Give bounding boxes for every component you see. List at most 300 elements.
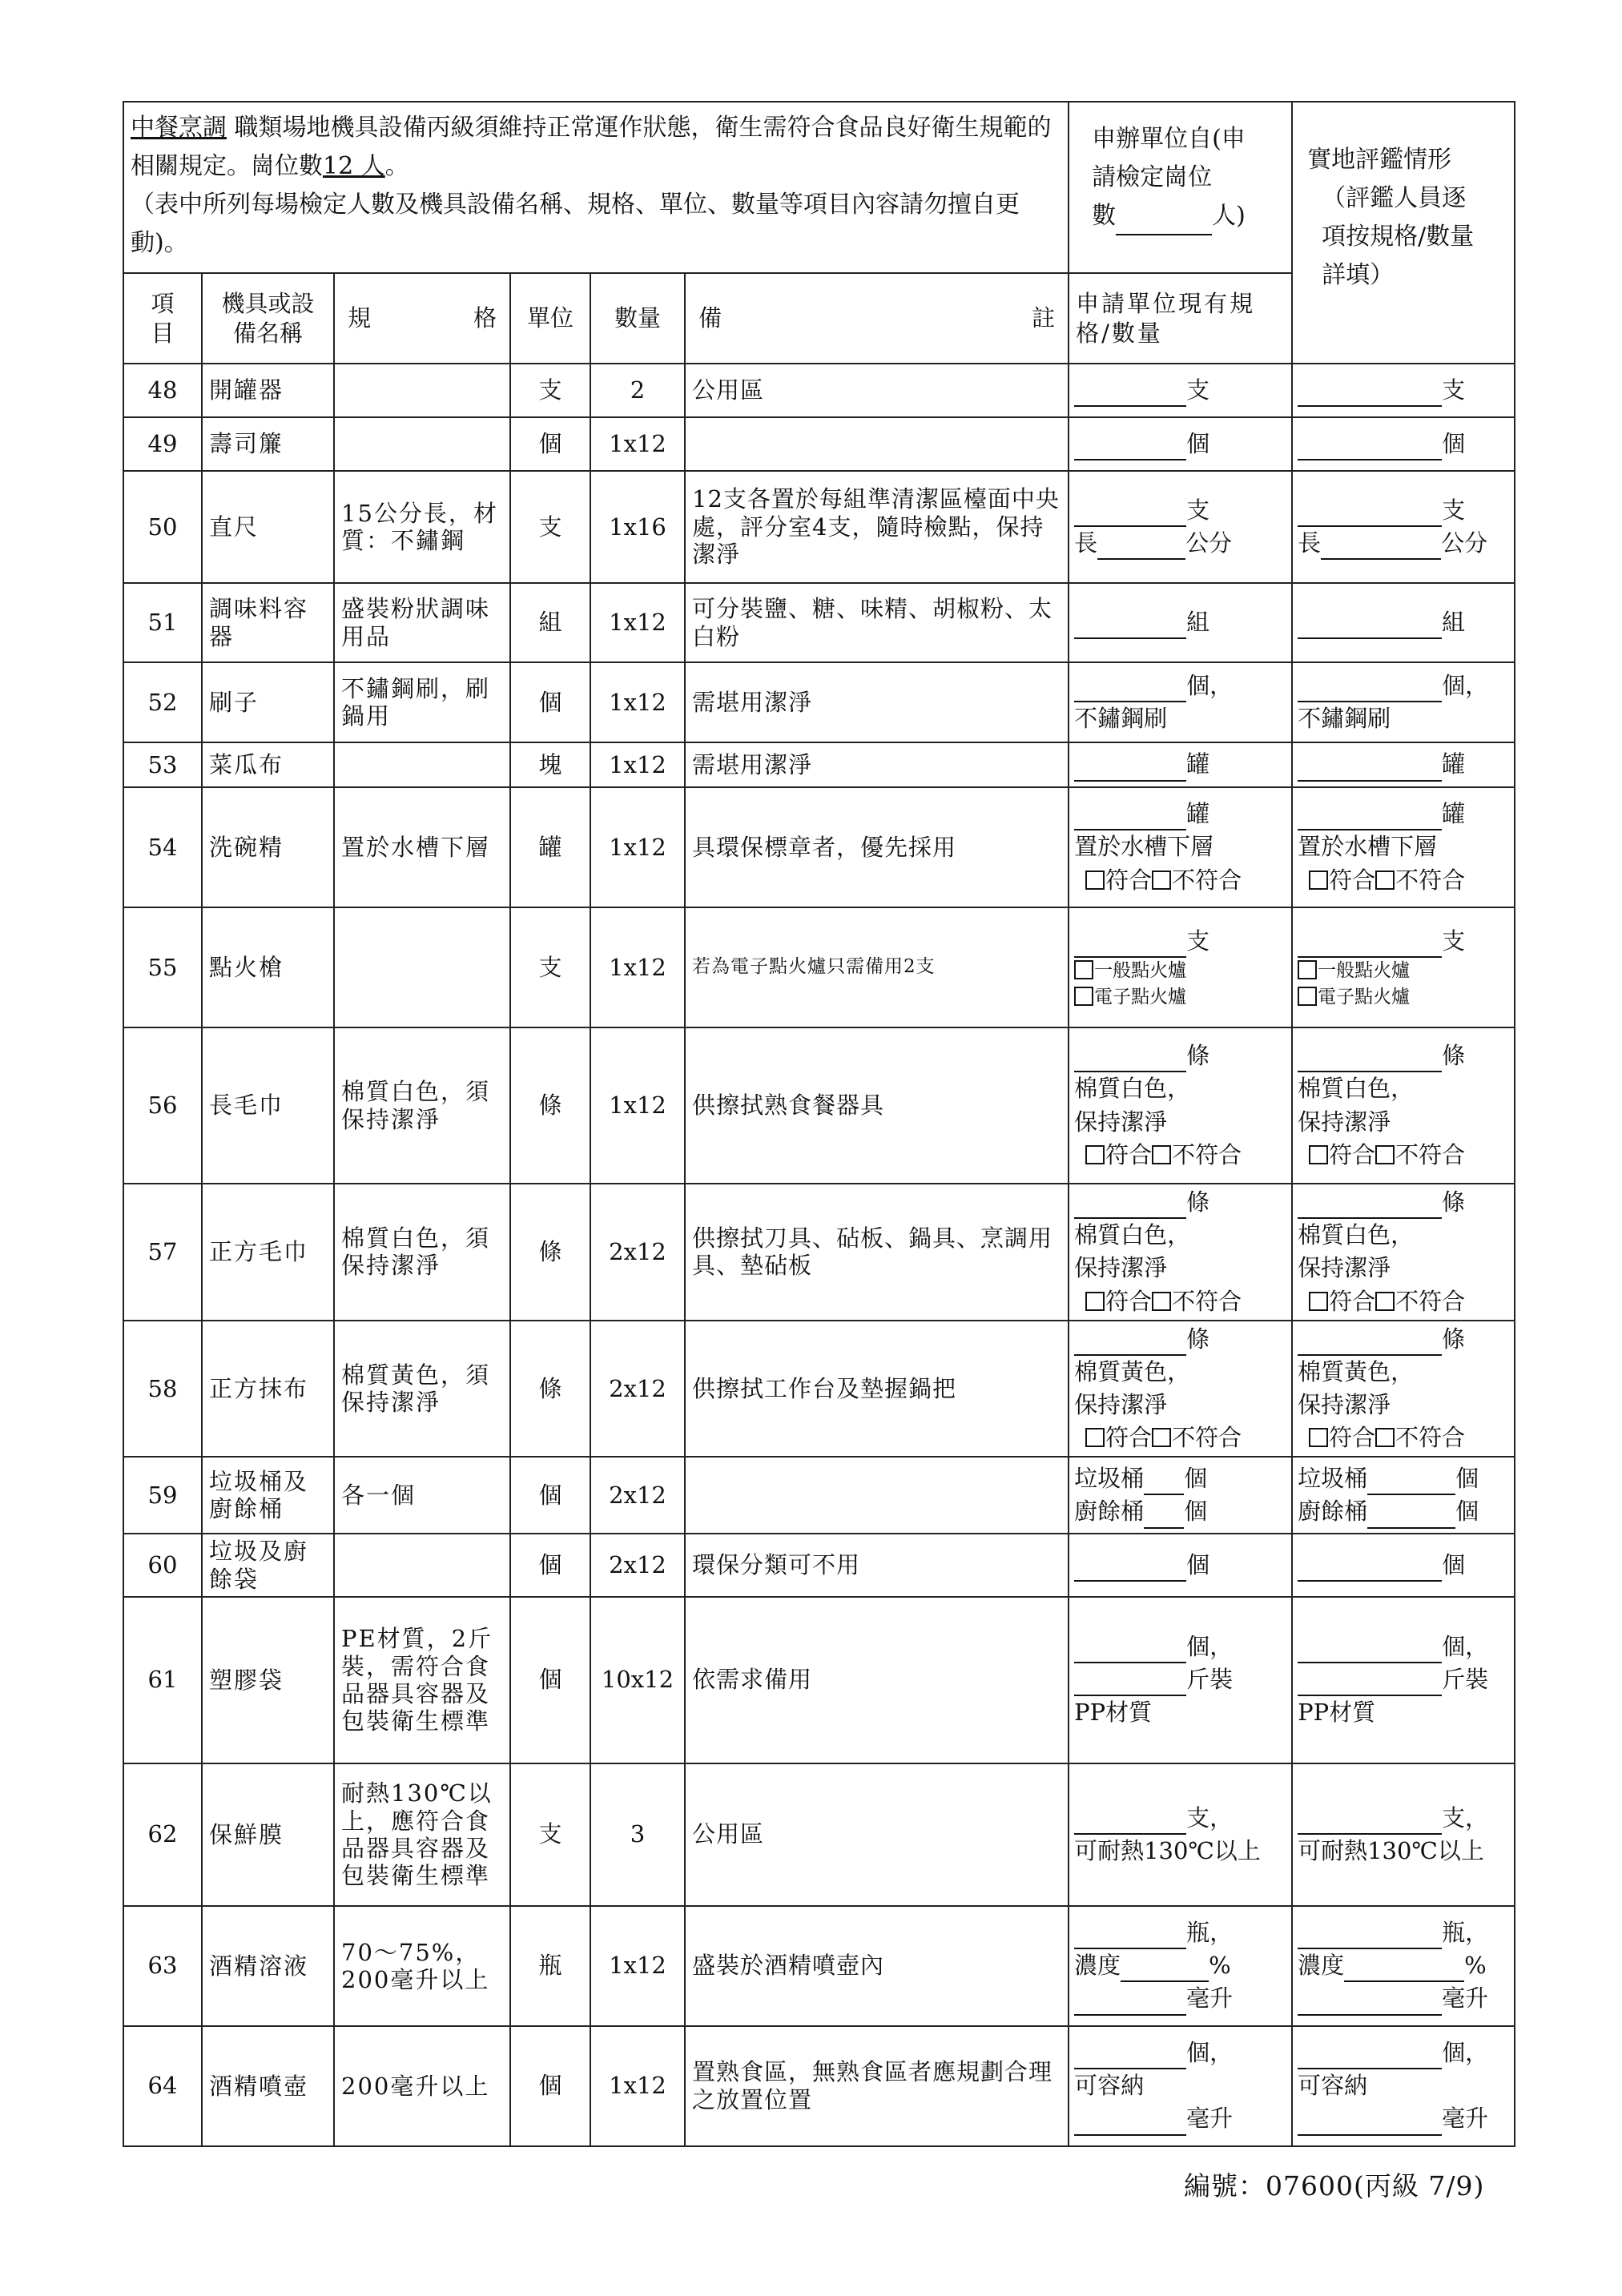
checkbox[interactable] xyxy=(1298,960,1317,979)
fill-blank[interactable] xyxy=(1298,1047,1442,1072)
fill-blank[interactable] xyxy=(1321,535,1441,560)
fill-line xyxy=(1298,1835,1511,1868)
current-spec-fill xyxy=(1069,1906,1292,2026)
checkbox-label: 符合 xyxy=(1105,1287,1153,1315)
fill-prefix: 保持潔淨 xyxy=(1298,1108,1391,1136)
fill-unit: 支， xyxy=(1442,1803,1489,1832)
checkbox[interactable] xyxy=(1085,1428,1105,1447)
fill-line xyxy=(1298,1039,1511,1072)
fill-line xyxy=(1298,1356,1511,1389)
fill-line xyxy=(1298,702,1511,735)
evaluation-fill xyxy=(1292,1534,1515,1596)
fill-prefix: 濃度 xyxy=(1298,1952,1345,1980)
table-row xyxy=(123,1321,1515,1458)
item-number: 57 xyxy=(123,1184,202,1321)
fill-line xyxy=(1298,1663,1511,1696)
checkbox[interactable] xyxy=(1375,1292,1395,1311)
current-spec-fill xyxy=(1069,1597,1292,1763)
table-row xyxy=(123,1457,1515,1534)
fill-line xyxy=(1298,428,1511,460)
item-number: 52 xyxy=(123,662,202,742)
fill-blank[interactable] xyxy=(1298,1557,1442,1582)
equipment-spec xyxy=(334,1534,510,1596)
fill-blank[interactable] xyxy=(1074,1639,1186,1663)
equipment-name: 刷子 xyxy=(202,662,334,742)
evaluation-fill xyxy=(1292,1321,1515,1458)
checkbox[interactable] xyxy=(1085,1145,1105,1164)
item-number: 62 xyxy=(123,1763,202,1906)
fill-line xyxy=(1298,1389,1511,1421)
eval-line2: （評鑑人員逐 xyxy=(1322,184,1467,212)
checkbox[interactable] xyxy=(1074,960,1093,979)
fill-unit: 個， xyxy=(1442,1633,1489,1661)
checkbox[interactable] xyxy=(1309,1292,1328,1311)
fill-blank[interactable] xyxy=(1298,1331,1442,1356)
checkbox-label: 不符合 xyxy=(1172,1424,1242,1452)
fill-unit: 條 xyxy=(1186,1325,1210,1353)
equipment-unit: 罐 xyxy=(510,787,590,907)
equipment-spec: 置於水槽下層 xyxy=(334,787,510,907)
equipment-name: 調味料容器 xyxy=(202,583,334,662)
fill-unit: 組 xyxy=(1442,608,1466,636)
equipment-unit: 條 xyxy=(510,1027,590,1184)
fill-blank[interactable] xyxy=(1298,1810,1442,1835)
fill-blank[interactable] xyxy=(1298,757,1442,782)
fill-line xyxy=(1298,494,1511,527)
fill-prefix: 不鏽鋼刷 xyxy=(1298,705,1391,732)
table-row xyxy=(123,2026,1515,2146)
evaluation-fill xyxy=(1292,787,1515,907)
equipment-note xyxy=(685,417,1069,471)
fill-prefix: 棉質白色， xyxy=(1298,1221,1415,1249)
table-row xyxy=(123,583,1515,662)
fill-line xyxy=(1074,669,1288,702)
fill-line xyxy=(1074,1421,1288,1454)
fill-unit: 公分 xyxy=(1185,529,1233,557)
equipment-spec: 不鏽鋼刷，刷鍋用 xyxy=(334,662,510,742)
equipment-unit: 個 xyxy=(510,1534,590,1596)
fill-blank[interactable] xyxy=(1298,806,1442,830)
equipment-qty: 1x12 xyxy=(590,907,685,1027)
fill-prefix: PP材質 xyxy=(1074,1699,1153,1727)
trade-name: 中餐烹調 xyxy=(131,114,227,142)
fill-prefix: 棉質白色， xyxy=(1074,1221,1191,1249)
fill-unit: 公分 xyxy=(1441,529,1488,557)
equipment-name: 正方毛巾 xyxy=(202,1184,334,1321)
fill-blank[interactable] xyxy=(1298,382,1442,407)
fill-unit: % xyxy=(1464,1952,1487,1980)
fill-line xyxy=(1298,669,1511,702)
fill-line xyxy=(1074,1916,1288,1949)
current-spec-fill xyxy=(1069,787,1292,907)
fill-prefix: 棉質黃色， xyxy=(1298,1357,1415,1385)
fill-blank[interactable] xyxy=(1074,1924,1186,1949)
equipment-qty: 10x12 xyxy=(590,1597,685,1763)
fill-line xyxy=(1074,864,1288,897)
current-spec-fill xyxy=(1069,1321,1292,1458)
fill-line xyxy=(1298,1462,1511,1495)
fill-blank[interactable] xyxy=(1298,1991,1442,2016)
fill-prefix: 廚餘桶 xyxy=(1298,1498,1368,1526)
fill-blank[interactable] xyxy=(1074,757,1186,782)
fill-blank[interactable] xyxy=(1298,1924,1442,1949)
checkbox[interactable] xyxy=(1309,1145,1328,1164)
fill-blank[interactable] xyxy=(1074,1557,1186,1582)
fill-blank[interactable] xyxy=(1074,1331,1186,1356)
item-number: 64 xyxy=(123,2026,202,2146)
checkbox[interactable] xyxy=(1298,987,1317,1006)
fill-line xyxy=(1074,2069,1288,2102)
fill-prefix: 可容納 xyxy=(1074,2072,1145,2100)
fill-line xyxy=(1074,374,1288,407)
col-unit: 單位 xyxy=(510,273,590,364)
equipment-spec: 棉質黃色，須保持潔淨 xyxy=(334,1321,510,1458)
col-current: 申請單位現有規格/數量 xyxy=(1069,273,1292,364)
equipment-name: 酒精噴壺 xyxy=(202,2026,334,2146)
fill-line xyxy=(1074,1219,1288,1252)
fill-prefix: 棉質白色， xyxy=(1074,1075,1191,1103)
fill-blank[interactable] xyxy=(1074,2045,1186,2069)
fill-unit: 條 xyxy=(1442,1325,1466,1353)
fill-line xyxy=(1074,1356,1288,1389)
checkbox[interactable] xyxy=(1085,871,1105,890)
fill-unit: 罐 xyxy=(1186,750,1210,778)
equipment-unit: 條 xyxy=(510,1184,590,1321)
fill-line xyxy=(1074,1389,1288,1421)
equipment-note: 置熟食區，無熟食區者應規劃合理之放置位置 xyxy=(685,2026,1069,2146)
fill-unit: 個， xyxy=(1186,2039,1234,2067)
fill-line xyxy=(1298,1631,1511,1663)
fill-blank[interactable] xyxy=(1367,1504,1455,1529)
fill-unit: 斤裝 xyxy=(1186,1666,1234,1694)
equipment-note: 公用區 xyxy=(685,364,1069,417)
fill-blank[interactable] xyxy=(1144,1504,1184,1529)
fill-line xyxy=(1298,748,1511,781)
col-name: 機具或設 備名稱 xyxy=(202,273,334,364)
fill-line xyxy=(1074,1139,1288,1172)
checkbox-label: 符合 xyxy=(1329,866,1376,894)
fill-blank[interactable] xyxy=(1298,933,1442,958)
equipment-qty: 3 xyxy=(590,1763,685,1906)
fill-unit: % xyxy=(1209,1952,1231,1980)
equipment-qty: 2x12 xyxy=(590,1184,685,1321)
fill-line xyxy=(1298,1252,1511,1285)
fill-unit: 罐 xyxy=(1442,750,1466,778)
evaluation-fill xyxy=(1292,662,1515,742)
fill-blank[interactable] xyxy=(1074,678,1186,702)
current-spec-fill xyxy=(1069,583,1292,662)
equipment-spec: 15公分長，材質：不鏽鋼 xyxy=(334,471,510,583)
checkbox[interactable] xyxy=(1375,1428,1395,1447)
equipment-name: 洗碗精 xyxy=(202,787,334,907)
fill-prefix: 濃度 xyxy=(1074,1952,1121,1980)
item-number: 54 xyxy=(123,787,202,907)
current-spec-fill xyxy=(1069,1763,1292,1906)
fill-prefix: 保持潔淨 xyxy=(1298,1254,1391,1282)
equipment-qty: 2x12 xyxy=(590,1534,685,1596)
evaluation-fill xyxy=(1292,1184,1515,1321)
evaluation-fill xyxy=(1292,1457,1515,1534)
fill-unit: 支 xyxy=(1442,927,1466,955)
fill-prefix: 置於水槽下層 xyxy=(1074,833,1214,861)
equipment-name: 塑膠袋 xyxy=(202,1597,334,1763)
fill-prefix: 保持潔淨 xyxy=(1074,1254,1168,1282)
equipment-spec: 盛裝粉狀調味用品 xyxy=(334,583,510,662)
fill-blank[interactable] xyxy=(1074,614,1186,639)
equipment-qty: 1x16 xyxy=(590,471,685,583)
checkbox[interactable] xyxy=(1309,1428,1328,1447)
fill-unit: 斤裝 xyxy=(1442,1666,1489,1694)
equipment-unit: 支 xyxy=(510,364,590,417)
fill-unit: 個 xyxy=(1186,429,1210,457)
fill-unit: 條 xyxy=(1442,1188,1466,1216)
fill-line xyxy=(1298,1802,1511,1835)
fill-blank[interactable] xyxy=(1298,2045,1442,2069)
evaluation-fill xyxy=(1292,2026,1515,2146)
fill-blank[interactable] xyxy=(1074,806,1186,830)
col-note: 備 註 xyxy=(685,273,1069,364)
fill-line xyxy=(1298,1323,1511,1356)
equipment-unit: 支 xyxy=(510,1763,590,1906)
fill-unit: 毫升 xyxy=(1442,1984,1489,2013)
equipment-spec xyxy=(334,364,510,417)
equipment-name: 正方抹布 xyxy=(202,1321,334,1458)
fill-line xyxy=(1074,925,1288,958)
checkbox[interactable] xyxy=(1152,1292,1171,1311)
fill-line xyxy=(1074,1802,1288,1835)
fill-line xyxy=(1074,494,1288,527)
equipment-name: 壽司簾 xyxy=(202,417,334,471)
fill-unit: 罐 xyxy=(1186,800,1210,828)
fill-line xyxy=(1074,1186,1288,1219)
table-row xyxy=(123,662,1515,742)
current-spec-fill xyxy=(1069,1534,1292,1596)
checkbox[interactable] xyxy=(1375,871,1395,890)
fill-unit: 個 xyxy=(1184,1465,1208,1493)
equipment-note: 12支各置於每組準清潔區檯面中央處，評分室4支，隨時檢點，保持潔淨 xyxy=(685,471,1069,583)
fill-line xyxy=(1298,1072,1511,1105)
fill-line xyxy=(1298,2037,1511,2069)
equipment-name: 菜瓜布 xyxy=(202,742,334,787)
applicant-station-cell xyxy=(1069,102,1292,273)
fill-line xyxy=(1298,2069,1511,2102)
fill-line xyxy=(1074,830,1288,863)
fill-blank[interactable] xyxy=(1298,1639,1442,1663)
fill-prefix: 長 xyxy=(1074,529,1098,557)
fill-prefix: 可容納 xyxy=(1298,2072,1368,2100)
fill-line xyxy=(1074,1663,1288,1696)
fill-unit: 個 xyxy=(1184,1498,1208,1526)
fill-prefix: 保持潔淨 xyxy=(1074,1391,1168,1419)
fill-blank[interactable] xyxy=(1074,2111,1186,2136)
current-spec-fill xyxy=(1069,1457,1292,1534)
fill-line xyxy=(1298,1982,1511,2015)
fill-unit: 條 xyxy=(1442,1042,1466,1070)
fill-line xyxy=(1074,798,1288,830)
fill-blank[interactable] xyxy=(1298,678,1442,702)
equipment-note: 公用區 xyxy=(685,1763,1069,1906)
checkbox-label: 符合 xyxy=(1329,1140,1376,1168)
fill-line xyxy=(1074,1495,1288,1528)
fill-blank[interactable] xyxy=(1298,1671,1442,1696)
fill-blank[interactable] xyxy=(1367,1470,1455,1495)
evaluation-fill xyxy=(1292,1763,1515,1906)
fill-unit: 個， xyxy=(1186,1633,1234,1661)
fill-line xyxy=(1074,1462,1288,1495)
equipment-spec xyxy=(334,742,510,787)
fill-blank[interactable] xyxy=(1144,1470,1184,1495)
fill-line xyxy=(1074,2037,1288,2069)
fill-line xyxy=(1298,606,1511,639)
equipment-note: 環保分類可不用 xyxy=(685,1534,1069,1596)
fill-blank[interactable] xyxy=(1298,2111,1442,2136)
evaluation-fill xyxy=(1292,583,1515,662)
equipment-spec xyxy=(334,907,510,1027)
fill-blank[interactable] xyxy=(1074,502,1186,527)
fill-blank[interactable] xyxy=(1074,1810,1186,1835)
fill-blank[interactable] xyxy=(1074,1991,1186,2016)
fill-line xyxy=(1074,428,1288,460)
fill-blank[interactable] xyxy=(1074,382,1186,407)
fill-line xyxy=(1074,1549,1288,1582)
fill-line xyxy=(1074,1285,1288,1318)
fill-blank[interactable] xyxy=(1298,436,1442,460)
eval-line4: 詳填） xyxy=(1322,261,1395,289)
item-number: 50 xyxy=(123,471,202,583)
fill-line xyxy=(1298,1219,1511,1252)
checkbox-label: 不符合 xyxy=(1395,1287,1466,1315)
fill-line xyxy=(1298,798,1511,830)
fill-blank[interactable] xyxy=(1074,436,1186,460)
fill-line xyxy=(1074,1696,1288,1729)
checkbox[interactable] xyxy=(1152,1428,1171,1447)
current-spec-fill xyxy=(1069,742,1292,787)
header-text: 職類場地機具設備丙級須維持正常運作狀態，衛生需符合食品良好衛生規範的相關規定。崗位數 xyxy=(131,114,1052,180)
fill-blank[interactable] xyxy=(1097,535,1185,560)
fill-line xyxy=(1074,1252,1288,1285)
table-row xyxy=(123,1027,1515,1184)
checkbox[interactable] xyxy=(1375,1145,1395,1164)
fill-line xyxy=(1298,1696,1511,1729)
eval-line1: 實地評鑑情形 xyxy=(1307,146,1452,174)
equipment-note: 依需求備用 xyxy=(685,1597,1069,1763)
table-row xyxy=(123,907,1515,1027)
fill-blank[interactable] xyxy=(1074,933,1186,958)
fill-unit: 支， xyxy=(1186,1803,1234,1832)
fill-unit: 毫升 xyxy=(1186,2105,1234,2133)
evaluation-fill xyxy=(1292,742,1515,787)
fill-line xyxy=(1298,1495,1511,1528)
fill-unit: 條 xyxy=(1186,1042,1210,1070)
equipment-note: 供擦拭工作台及墊握鍋把 xyxy=(685,1321,1069,1458)
fill-unit: 個 xyxy=(1442,429,1466,457)
applicant-count-blank[interactable] xyxy=(1116,210,1212,235)
fill-prefix: 廚餘桶 xyxy=(1074,1498,1145,1526)
equipment-spec xyxy=(334,417,510,471)
evaluation-cell xyxy=(1292,102,1515,364)
evaluation-fill xyxy=(1292,364,1515,417)
fill-blank[interactable] xyxy=(1298,1194,1442,1219)
fill-line xyxy=(1298,830,1511,863)
equipment-qty: 1x12 xyxy=(590,742,685,787)
fill-blank[interactable] xyxy=(1074,1047,1186,1072)
checkbox-label: 不符合 xyxy=(1172,1140,1242,1168)
checkbox-label: 不符合 xyxy=(1172,1287,1242,1315)
eval-line3: 項按規格/數量 xyxy=(1322,223,1475,251)
equipment-note: 盛裝於酒精噴壺內 xyxy=(685,1906,1069,2026)
fill-unit: 支 xyxy=(1442,376,1466,404)
equipment-unit: 個 xyxy=(510,1597,590,1763)
checkbox[interactable] xyxy=(1085,1292,1105,1311)
fill-blank[interactable] xyxy=(1074,1194,1186,1219)
fill-prefix: 長 xyxy=(1298,529,1322,557)
fill-unit: 毫升 xyxy=(1186,1984,1234,2013)
evaluation-fill xyxy=(1292,471,1515,583)
equipment-spec: 200毫升以上 xyxy=(334,2026,510,2146)
fill-line xyxy=(1074,748,1288,781)
applicant-prefix: 數 xyxy=(1092,202,1117,230)
fill-line xyxy=(1298,864,1511,897)
equipment-name: 點火槍 xyxy=(202,907,334,1027)
equipment-name: 開罐器 xyxy=(202,364,334,417)
fill-blank[interactable] xyxy=(1298,614,1442,639)
fill-line xyxy=(1074,1949,1288,1982)
fill-blank[interactable] xyxy=(1074,1671,1186,1696)
evaluation-fill xyxy=(1292,1597,1515,1763)
fill-line xyxy=(1074,606,1288,639)
checkbox[interactable] xyxy=(1074,987,1093,1006)
evaluation-fill xyxy=(1292,1027,1515,1184)
checkbox[interactable] xyxy=(1309,871,1328,890)
current-spec-fill xyxy=(1069,1027,1292,1184)
fill-prefix: 可耐熱130℃以上 xyxy=(1298,1836,1484,1864)
fill-unit: 個， xyxy=(1442,671,1489,699)
fill-line xyxy=(1074,1323,1288,1356)
checkbox-label: 電子點火爐 xyxy=(1318,986,1411,1007)
fill-prefix: 不鏽鋼刷 xyxy=(1074,705,1168,732)
fill-blank[interactable] xyxy=(1344,1957,1464,1982)
table-row xyxy=(123,417,1515,471)
equipment-name: 酒精溶液 xyxy=(202,1906,334,2026)
checkbox[interactable] xyxy=(1152,871,1171,890)
evaluation-fill xyxy=(1292,907,1515,1027)
fill-blank[interactable] xyxy=(1121,1957,1209,1982)
equipment-qty: 1x12 xyxy=(590,787,685,907)
table-row xyxy=(123,1534,1515,1596)
item-number: 56 xyxy=(123,1027,202,1184)
fill-line xyxy=(1074,1631,1288,1663)
checkbox-label: 符合 xyxy=(1105,1140,1153,1168)
fill-blank[interactable] xyxy=(1298,502,1442,527)
equipment-spec: 棉質白色，須保持潔淨 xyxy=(334,1184,510,1321)
table-row xyxy=(123,1906,1515,2026)
checkbox[interactable] xyxy=(1152,1145,1171,1164)
equipment-unit: 個 xyxy=(510,2026,590,2146)
checkbox-label: 不符合 xyxy=(1395,1140,1466,1168)
equipment-spec: 棉質白色，須保持潔淨 xyxy=(334,1027,510,1184)
fill-line xyxy=(1298,1949,1511,1982)
fill-unit: 瓶， xyxy=(1186,1919,1234,1947)
item-number: 63 xyxy=(123,1906,202,2026)
item-number: 51 xyxy=(123,583,202,662)
checkbox-label: 符合 xyxy=(1105,866,1153,894)
equipment-unit: 支 xyxy=(510,907,590,1027)
item-number: 59 xyxy=(123,1457,202,1534)
item-number: 53 xyxy=(123,742,202,787)
fill-line xyxy=(1298,1186,1511,1219)
fill-prefix: 置於水槽下層 xyxy=(1298,833,1438,861)
checkbox-label: 不符合 xyxy=(1172,866,1242,894)
